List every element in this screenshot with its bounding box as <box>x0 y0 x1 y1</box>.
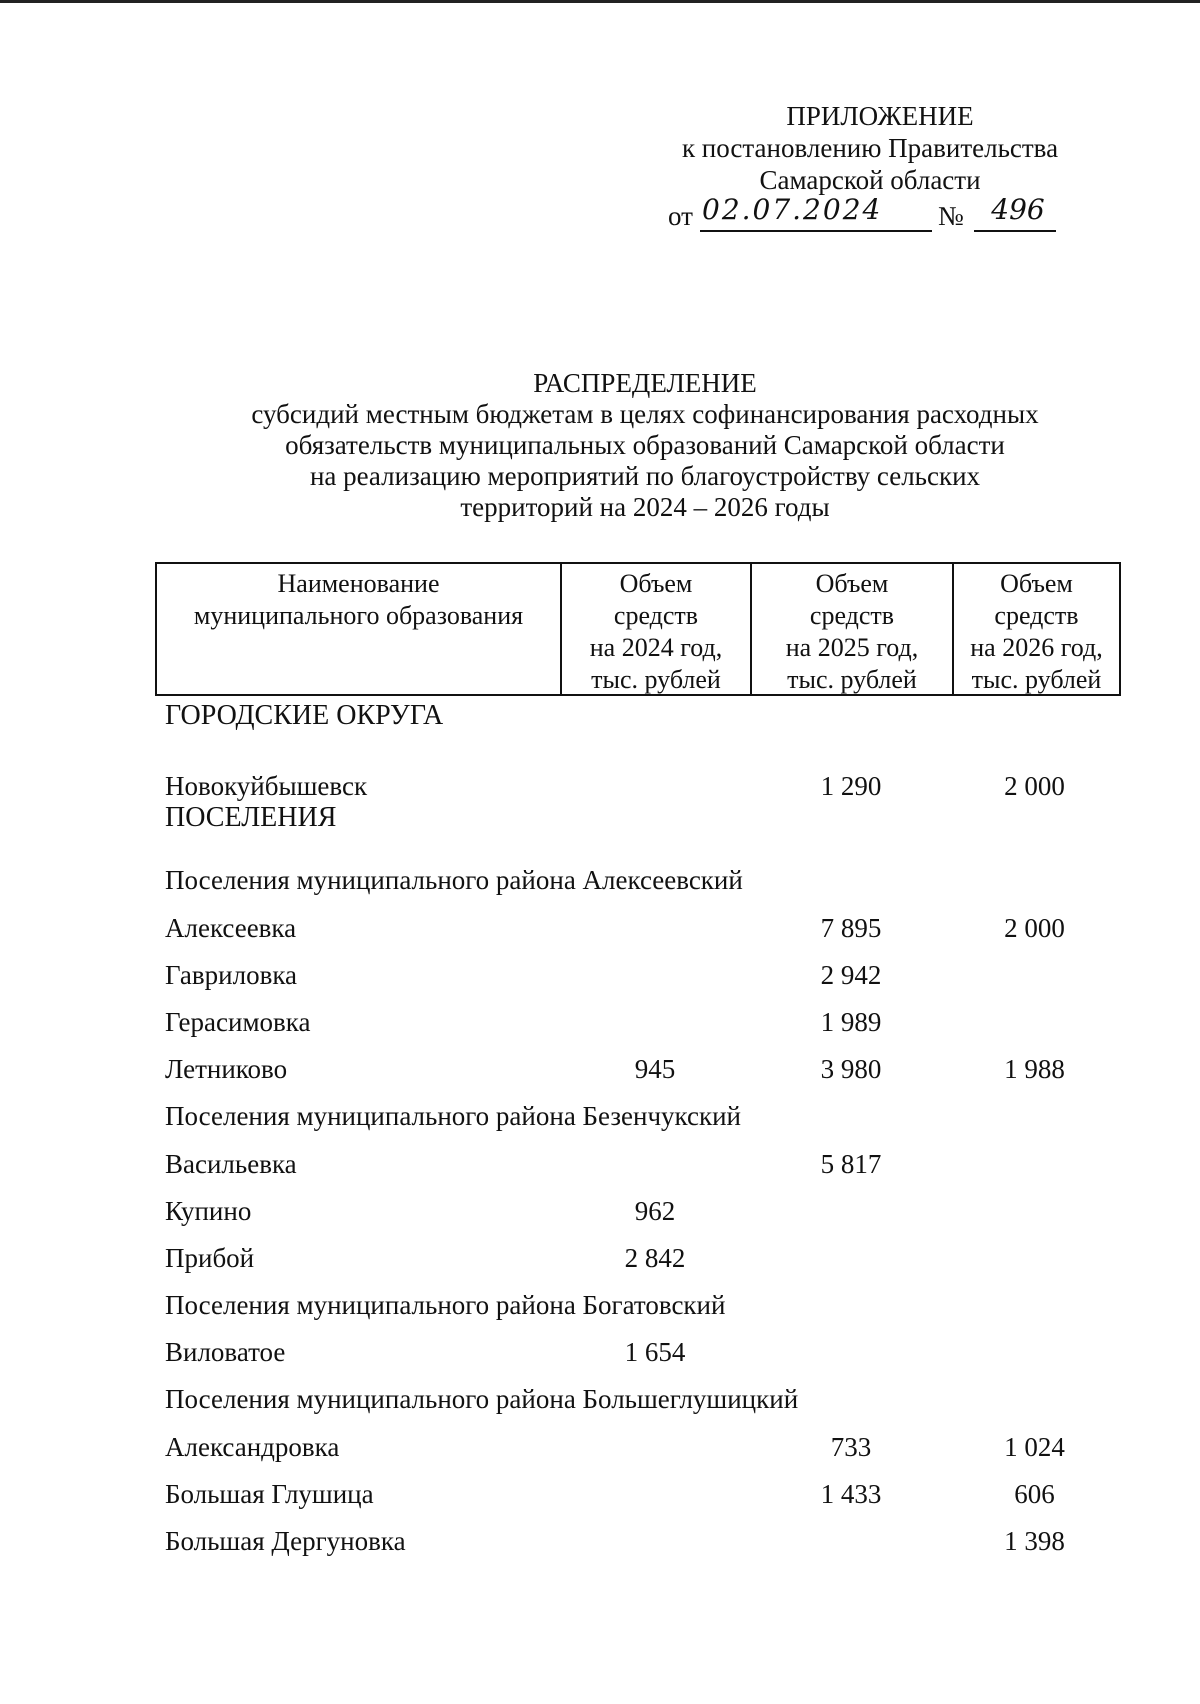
table-row <box>155 1073 1121 1132</box>
table-row <box>155 1498 1121 1556</box>
row-name: Герасимовка <box>165 1006 311 1037</box>
table-row <box>155 1215 1121 1273</box>
table-row <box>155 1309 1121 1368</box>
header-text: средств <box>809 601 895 630</box>
title-line-2: обязательств муниципальных образований Самарской области <box>285 430 1005 460</box>
table-row <box>155 696 1121 743</box>
header-text: средств <box>994 601 1079 630</box>
header-text: Наименование <box>277 569 440 598</box>
header-text: на 2025 год, <box>785 633 919 662</box>
table-row <box>155 979 1121 1037</box>
row-name: Прибой <box>165 1242 255 1273</box>
handwritten-number <box>974 194 1056 232</box>
title-line-3: на реализацию мероприятий по благоустройству сельских <box>309 461 981 491</box>
appendix-date-line <box>600 193 1140 236</box>
appendix-heading: ПРИЛОЖЕНИЕ <box>786 101 974 131</box>
title-heading: РАСПРЕДЕЛЕНИЕ <box>533 368 757 398</box>
table-header <box>155 562 1121 696</box>
table-row <box>155 1404 1121 1462</box>
document-title <box>180 368 1110 523</box>
row-name: Алексеевка <box>165 912 297 943</box>
header-municipality <box>157 564 562 694</box>
value-2025: 5 817 <box>820 1148 882 1179</box>
row-name: Поселения муниципального района Большеглушицкий <box>165 1384 799 1415</box>
table-row <box>155 1356 1121 1415</box>
title-line-4: территорий на 2024 – 2026 годы <box>460 492 830 522</box>
table-row <box>155 1451 1121 1509</box>
row-name: Александровка <box>165 1431 340 1462</box>
header-2024 <box>562 564 752 694</box>
value-2025: 2 942 <box>820 959 882 990</box>
value-2025: 733 <box>830 1431 872 1462</box>
row-name: Большая Дергуновка <box>165 1526 406 1556</box>
value-2024: 962 <box>634 1195 676 1226</box>
table-row <box>155 932 1121 990</box>
table-row <box>155 1121 1121 1179</box>
appendix-block <box>600 100 1140 236</box>
value-2024: 1 654 <box>624 1337 686 1368</box>
table-row <box>155 790 1121 837</box>
header-text: Объем <box>815 569 889 598</box>
header-text: на 2026 год, <box>970 633 1103 662</box>
row-name: Поселения муниципального района Богатовский <box>165 1290 726 1321</box>
value-2025: 3 980 <box>820 1054 882 1085</box>
value-2025: 1 290 <box>820 771 882 802</box>
header-2025 <box>752 564 954 694</box>
row-name: Летниково <box>165 1054 288 1085</box>
header-text: на 2024 год, <box>589 633 723 662</box>
row-name: ПОСЕЛЕНИЯ <box>165 802 337 834</box>
row-name: Васильевка <box>165 1148 297 1179</box>
header-text: тыс. рублей <box>787 665 917 694</box>
row-name: Гавриловка <box>165 959 298 990</box>
value-2025: 7 895 <box>820 912 882 943</box>
header-text: Объем <box>1000 569 1073 598</box>
appendix-line-2: к постановлению Правительства <box>681 133 1059 163</box>
value-2026: 2 000 <box>1004 771 1065 802</box>
title-line-1: субсидий местным бюджетам в целях софинансирования расходных <box>251 399 1039 429</box>
table-row <box>155 1262 1121 1321</box>
scan-top-border <box>0 0 1200 3</box>
appendix-line-3: Самарской области <box>759 165 981 195</box>
row-name: Поселения муниципального района Безенчукский <box>165 1101 741 1132</box>
row-name: Поселения муниципального района Алексеевский <box>165 865 743 896</box>
row-name: Новокуйбышевск <box>165 771 368 802</box>
table-row <box>155 837 1121 896</box>
row-name: Виловатое <box>165 1337 286 1368</box>
row-name: Купино <box>165 1195 252 1226</box>
table-row <box>155 885 1121 943</box>
value-2026: 606 <box>1014 1478 1055 1509</box>
header-text: тыс. рублей <box>971 665 1102 694</box>
value-2026: 1 024 <box>1004 1431 1065 1462</box>
value-2026: 1 398 <box>1004 1526 1065 1556</box>
table-body <box>155 696 1121 1556</box>
header-text: муниципального образования <box>193 601 524 630</box>
date-value: 02.07.2024 <box>702 193 883 226</box>
value-2024: 945 <box>634 1054 676 1085</box>
row-name: Большая Глушица <box>165 1478 374 1509</box>
value-2025: 1 989 <box>820 1006 882 1037</box>
header-text: тыс. рублей <box>591 665 721 694</box>
header-2026 <box>954 564 1119 694</box>
value-2026: 2 000 <box>1004 912 1065 943</box>
number-label: № <box>938 201 964 231</box>
table-row <box>155 1026 1121 1085</box>
table-row <box>155 1168 1121 1226</box>
value-2024: 2 842 <box>624 1242 686 1273</box>
row-name: ГОРОДСКИЕ ОКРУГА <box>165 700 444 731</box>
number-value: 496 <box>991 193 1045 226</box>
value-2025: 1 433 <box>820 1478 882 1509</box>
date-prefix: от <box>668 201 693 231</box>
handwritten-date <box>700 194 932 232</box>
header-text: средств <box>613 601 699 630</box>
table-row <box>155 743 1121 802</box>
header-text: Объем <box>619 569 693 598</box>
value-2026: 1 988 <box>1004 1054 1065 1085</box>
